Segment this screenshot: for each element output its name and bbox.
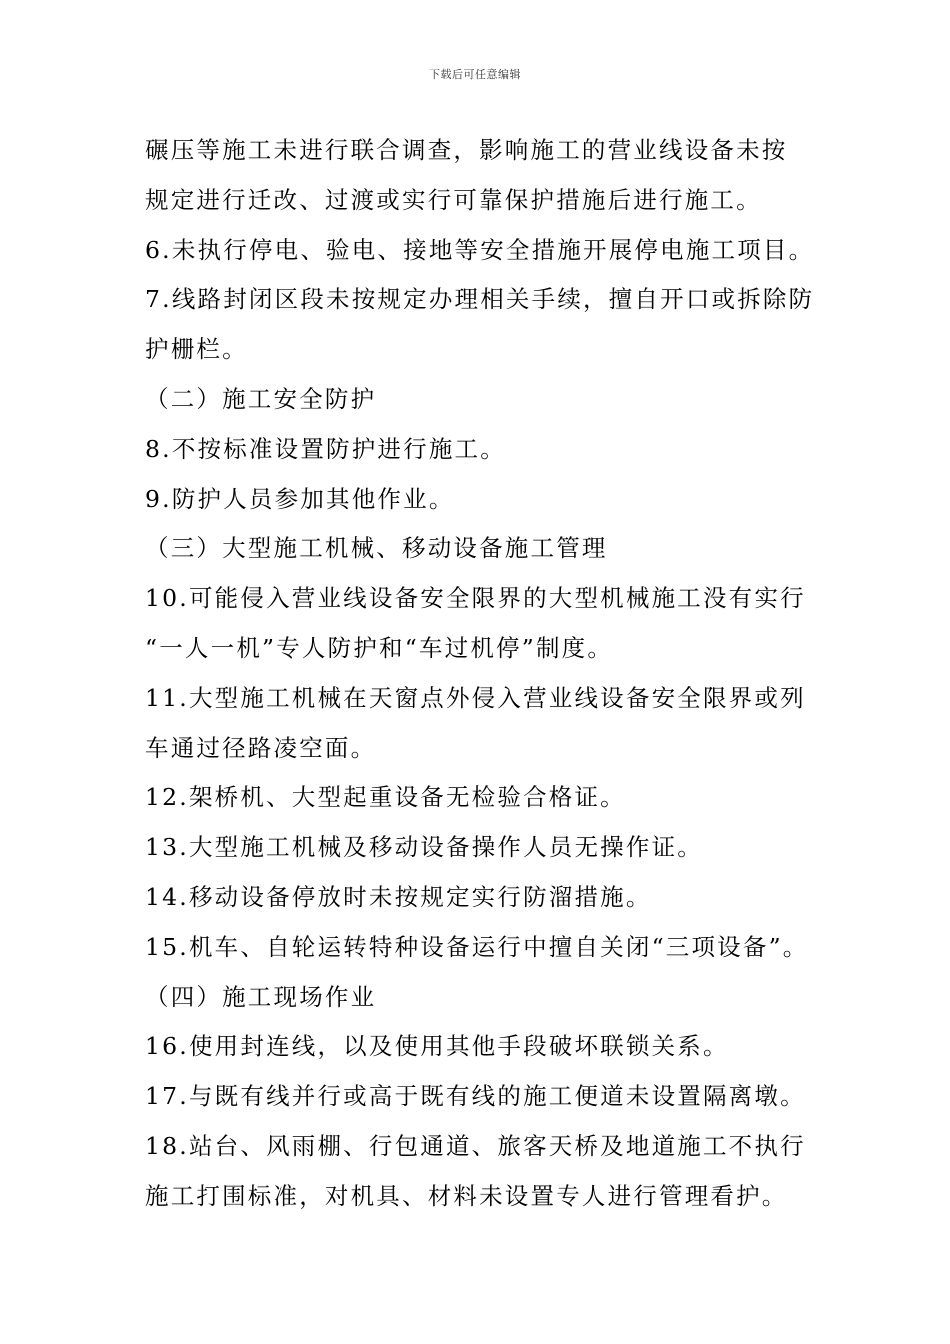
text-line: 碾压等施工未进行联合调查，影响施工的营业线设备未按: [145, 136, 788, 164]
section-heading-3: （三）大型施工机械、移动设备施工管理: [145, 534, 608, 563]
list-item-16: 16.使用封连线，以及使用其他手段破坏联锁关系。: [145, 1032, 729, 1061]
list-item-18: 18.站台、风雨棚、行包通道、旅客天桥及地道施工不执行: [145, 1131, 806, 1160]
text-line: 车通过径路凌空面。: [145, 733, 377, 762]
list-item-6: 6.未执行停电、验电、接地等安全措施开展停电施工项目。: [145, 235, 815, 264]
text-line: 施工打围标准，对机具、材料未设置专人进行管理看护。: [145, 1181, 788, 1210]
page-header: 下载后可任意编辑: [429, 68, 521, 81]
text-line: 护栅栏。: [145, 335, 248, 364]
section-heading-4: （四）施工现场作业: [145, 982, 377, 1011]
list-item-12: 12.架桥机、大型起重设备无检验合格证。: [145, 783, 626, 812]
list-item-15: 15.机车、自轮运转特种设备运行中擅自关闭“三项设备”。: [145, 932, 809, 961]
list-item-9: 9.防护人员参加其他作业。: [145, 484, 455, 513]
list-item-10: 10.可能侵入营业线设备安全限界的大型机械施工没有实行: [145, 584, 806, 613]
document-body: [145, 126, 825, 1222]
list-item-17: 17.与既有线并行或高于既有线的施工便道未设置隔离墩。: [145, 1082, 806, 1111]
list-item-8: 8.不按标准设置防护进行施工。: [145, 434, 506, 463]
list-item-13: 13.大型施工机械及移动设备操作人员无操作证。: [145, 833, 703, 862]
list-item-7: 7.线路封闭区段未按规定办理相关手续，擅自开口或拆除防: [145, 285, 815, 314]
list-item-14: 14.移动设备停放时未按规定实行防溜措施。: [145, 882, 652, 911]
text-line: 规定进行迁改、过渡或实行可靠保护措施后进行施工。: [145, 185, 762, 214]
list-item-11: 11.大型施工机械在天窗点外侵入营业线设备安全限界或列: [145, 683, 806, 712]
section-heading-2: （二）施工安全防护: [145, 384, 377, 413]
text-line: “一人一机”专人防护和“车过机停”制度。: [145, 633, 614, 662]
